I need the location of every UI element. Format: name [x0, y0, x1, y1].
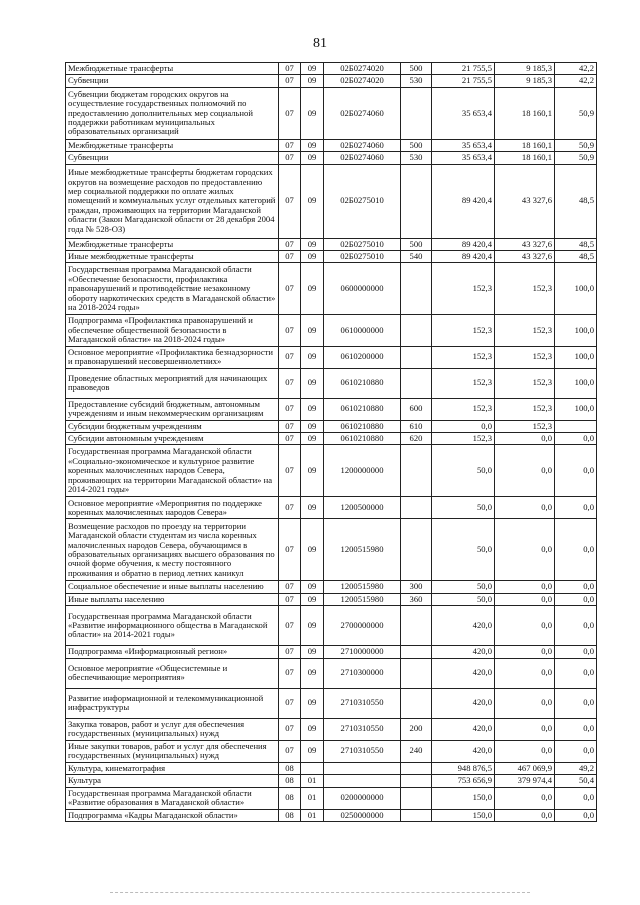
podrazdel-cell: 09: [301, 658, 324, 688]
footer-divider: [110, 892, 530, 894]
razdel-cell: 07: [279, 519, 301, 581]
table-row: [66, 164, 597, 238]
percent-cell: 50,4: [555, 775, 597, 787]
table-row: [66, 688, 597, 718]
podrazdel-cell: 09: [301, 238, 324, 250]
csr-code-cell: 02Б0275010: [324, 164, 401, 238]
table-row: [66, 762, 597, 774]
razdel-cell: 07: [279, 368, 301, 398]
table-row: [66, 445, 597, 497]
row-name: Субсидии бюджетным учреждениям: [66, 420, 279, 432]
fact-amount-cell: 18 160,1: [495, 87, 555, 139]
razdel-cell: 07: [279, 433, 301, 445]
percent-cell: 0,0: [555, 740, 597, 762]
fact-amount-cell: 0,0: [495, 787, 555, 809]
vr-code-cell: [401, 315, 432, 346]
razdel-cell: 07: [279, 251, 301, 263]
fact-amount-cell: 0,0: [495, 740, 555, 762]
podrazdel-cell: 09: [301, 263, 324, 315]
razdel-cell: 07: [279, 445, 301, 497]
row-name: Субвенции бюджетам городских округов на осуществление государственных полномочий по предоставлению дополнительных мер социальной поддержки работникам муниципальных образовательных организаций: [66, 87, 279, 139]
vr-code-cell: 300: [401, 581, 432, 593]
csr-code-cell: 0610210880: [324, 398, 401, 420]
percent-cell: 0,0: [555, 787, 597, 809]
csr-code-cell: 0610000000: [324, 315, 401, 346]
percent-cell: 0,0: [555, 581, 597, 593]
fact-amount-cell: 0,0: [495, 646, 555, 658]
vr-code-cell: 530: [401, 152, 432, 164]
fact-amount-cell: 0,0: [495, 809, 555, 821]
row-name: Культура: [66, 775, 279, 787]
podrazdel-cell: 09: [301, 152, 324, 164]
csr-code-cell: 1200000000: [324, 445, 401, 497]
percent-cell: [555, 420, 597, 432]
podrazdel-cell: 09: [301, 445, 324, 497]
vr-code-cell: 200: [401, 718, 432, 740]
table-row: [66, 238, 597, 250]
csr-code-cell: 02Б0274060: [324, 152, 401, 164]
vr-code-cell: [401, 688, 432, 718]
plan-amount-cell: 420,0: [432, 718, 495, 740]
plan-amount-cell: 50,0: [432, 445, 495, 497]
fact-amount-cell: 0,0: [495, 497, 555, 519]
table-row: [66, 519, 597, 581]
percent-cell: 48,5: [555, 238, 597, 250]
percent-cell: 0,0: [555, 519, 597, 581]
plan-amount-cell: 50,0: [432, 519, 495, 581]
percent-cell: 0,0: [555, 658, 597, 688]
podrazdel-cell: 09: [301, 581, 324, 593]
razdel-cell: 07: [279, 718, 301, 740]
razdel-cell: 08: [279, 775, 301, 787]
row-name: Основное мероприятие «Мероприятия по поддержке коренных малочисленных народов Севера»: [66, 497, 279, 519]
podrazdel-cell: 09: [301, 593, 324, 605]
csr-code-cell: 02Б0274020: [324, 75, 401, 87]
plan-amount-cell: 150,0: [432, 809, 495, 821]
vr-code-cell: 620: [401, 433, 432, 445]
plan-amount-cell: 89 420,4: [432, 238, 495, 250]
fact-amount-cell: 0,0: [495, 718, 555, 740]
plan-amount-cell: 420,0: [432, 658, 495, 688]
plan-amount-cell: 420,0: [432, 646, 495, 658]
csr-code-cell: 0200000000: [324, 787, 401, 809]
table-row: [66, 787, 597, 809]
csr-code-cell: 1200515980: [324, 581, 401, 593]
fact-amount-cell: 0,0: [495, 433, 555, 445]
vr-code-cell: [401, 762, 432, 774]
percent-cell: 0,0: [555, 593, 597, 605]
table-row: [66, 420, 597, 432]
podrazdel-cell: 09: [301, 398, 324, 420]
podrazdel-cell: 09: [301, 251, 324, 263]
vr-code-cell: [401, 519, 432, 581]
plan-amount-cell: 35 653,4: [432, 87, 495, 139]
razdel-cell: 07: [279, 87, 301, 139]
podrazdel-cell: 09: [301, 315, 324, 346]
row-name: Подпрограмма «Профилактика правонарушений и обеспечение общественной безопасности в Магаданской области» на 2018-2024 годы»: [66, 315, 279, 346]
row-name: Проведение областных мероприятий для начинающих правоведов: [66, 368, 279, 398]
podrazdel-cell: 09: [301, 519, 324, 581]
plan-amount-cell: 152,3: [432, 368, 495, 398]
row-name: Подпрограмма «Кадры Магаданской области»: [66, 809, 279, 821]
table-row: [66, 809, 597, 821]
vr-code-cell: 540: [401, 251, 432, 263]
fact-amount-cell: 152,3: [495, 420, 555, 432]
podrazdel-cell: 09: [301, 368, 324, 398]
vr-code-cell: 610: [401, 420, 432, 432]
plan-amount-cell: 152,3: [432, 433, 495, 445]
row-name: Возмещение расходов по проезду на территории Магаданской области студентам из числа коренных малочисленных народов Севера, обучающимся в образовательных организациях высшего образования по очной форме обучения, к месту постоянного проживания и обратно в период летних каникул: [66, 519, 279, 581]
table-row: [66, 658, 597, 688]
fact-amount-cell: 0,0: [495, 688, 555, 718]
row-name: Социальное обеспечение и иные выплаты населению: [66, 581, 279, 593]
budget-table: [65, 62, 597, 822]
podrazdel-cell: 09: [301, 497, 324, 519]
vr-code-cell: [401, 787, 432, 809]
vr-code-cell: [401, 658, 432, 688]
row-name: Государственная программа Магаданской области «Социально-экономическое и культурное развитие коренных малочисленных народов Севера, проживающих на территории Магаданской области» на 2014-2021 годы»: [66, 445, 279, 497]
plan-amount-cell: 35 653,4: [432, 152, 495, 164]
vr-code-cell: [401, 646, 432, 658]
percent-cell: 100,0: [555, 346, 597, 368]
row-name: Подпрограмма «Информационный регион»: [66, 646, 279, 658]
table-row: [66, 263, 597, 315]
plan-amount-cell: 89 420,4: [432, 251, 495, 263]
podrazdel-cell: [301, 762, 324, 774]
csr-code-cell: 2710310550: [324, 740, 401, 762]
percent-cell: 100,0: [555, 398, 597, 420]
podrazdel-cell: 09: [301, 718, 324, 740]
razdel-cell: 08: [279, 787, 301, 809]
razdel-cell: 07: [279, 497, 301, 519]
plan-amount-cell: 0,0: [432, 420, 495, 432]
csr-code-cell: [324, 762, 401, 774]
vr-code-cell: 530: [401, 75, 432, 87]
plan-amount-cell: 152,3: [432, 346, 495, 368]
razdel-cell: 07: [279, 238, 301, 250]
percent-cell: 0,0: [555, 433, 597, 445]
row-name: Культура, кинематография: [66, 762, 279, 774]
table-row: [66, 346, 597, 368]
csr-code-cell: 02Б0274060: [324, 87, 401, 139]
vr-code-cell: [401, 368, 432, 398]
plan-amount-cell: 21 755,5: [432, 63, 495, 75]
row-name: Субвенции: [66, 75, 279, 87]
percent-cell: 0,0: [555, 646, 597, 658]
csr-code-cell: 02Б0274060: [324, 139, 401, 151]
page-number: 81: [313, 36, 327, 51]
podrazdel-cell: 09: [301, 646, 324, 658]
podrazdel-cell: 09: [301, 75, 324, 87]
razdel-cell: 07: [279, 606, 301, 646]
razdel-cell: 07: [279, 346, 301, 368]
podrazdel-cell: 01: [301, 809, 324, 821]
row-name: Закупка товаров, работ и услуг для обеспечения государственных (муниципальных) нужд: [66, 718, 279, 740]
row-name: Развитие информационной и телекоммуникационной инфраструктуры: [66, 688, 279, 718]
vr-code-cell: [401, 497, 432, 519]
razdel-cell: 07: [279, 63, 301, 75]
csr-code-cell: 2710310550: [324, 718, 401, 740]
percent-cell: 0,0: [555, 688, 597, 718]
razdel-cell: 07: [279, 646, 301, 658]
row-name: Межбюджетные трансферты: [66, 238, 279, 250]
row-name: Иные межбюджетные трансферты: [66, 251, 279, 263]
csr-code-cell: 02Б0275010: [324, 251, 401, 263]
razdel-cell: 07: [279, 139, 301, 151]
percent-cell: 42,2: [555, 75, 597, 87]
vr-code-cell: [401, 606, 432, 646]
percent-cell: 0,0: [555, 606, 597, 646]
fact-amount-cell: 152,3: [495, 368, 555, 398]
podrazdel-cell: 01: [301, 787, 324, 809]
razdel-cell: 07: [279, 164, 301, 238]
fact-amount-cell: 379 974,4: [495, 775, 555, 787]
vr-code-cell: 500: [401, 63, 432, 75]
vr-code-cell: [401, 346, 432, 368]
csr-code-cell: [324, 775, 401, 787]
csr-code-cell: 0610200000: [324, 346, 401, 368]
razdel-cell: 07: [279, 688, 301, 718]
table-row: [66, 75, 597, 87]
table-row: [66, 606, 597, 646]
table-row: [66, 433, 597, 445]
fact-amount-cell: 0,0: [495, 606, 555, 646]
csr-code-cell: 0600000000: [324, 263, 401, 315]
percent-cell: 100,0: [555, 263, 597, 315]
razdel-cell: 07: [279, 398, 301, 420]
table-row: [66, 398, 597, 420]
row-name: Государственная программа Магаданской области «Обеспечение безопасности, профилактика правонарушений и противодействие незаконному обороту наркотических средств в Магаданской области» на 2018-2024 годы»: [66, 263, 279, 315]
razdel-cell: 07: [279, 658, 301, 688]
csr-code-cell: 2710000000: [324, 646, 401, 658]
row-name: Субвенции: [66, 152, 279, 164]
row-name: Основное мероприятие «Общесистемные и обеспечивающие мероприятия»: [66, 658, 279, 688]
plan-amount-cell: 420,0: [432, 688, 495, 718]
table-row: [66, 581, 597, 593]
podrazdel-cell: 09: [301, 420, 324, 432]
plan-amount-cell: 152,3: [432, 315, 495, 346]
percent-cell: 48,5: [555, 251, 597, 263]
csr-code-cell: 0610210880: [324, 420, 401, 432]
razdel-cell: 07: [279, 740, 301, 762]
percent-cell: 48,5: [555, 164, 597, 238]
row-name: Иные выплаты населению: [66, 593, 279, 605]
vr-code-cell: 360: [401, 593, 432, 605]
csr-code-cell: 2710300000: [324, 658, 401, 688]
razdel-cell: 07: [279, 420, 301, 432]
table-row: [66, 251, 597, 263]
plan-amount-cell: 50,0: [432, 581, 495, 593]
plan-amount-cell: 152,3: [432, 398, 495, 420]
csr-code-cell: 1200515980: [324, 593, 401, 605]
csr-code-cell: 0250000000: [324, 809, 401, 821]
table-row: [66, 593, 597, 605]
vr-code-cell: [401, 445, 432, 497]
podrazdel-cell: 09: [301, 606, 324, 646]
csr-code-cell: 2700000000: [324, 606, 401, 646]
vr-code-cell: 600: [401, 398, 432, 420]
razdel-cell: 07: [279, 152, 301, 164]
fact-amount-cell: 152,3: [495, 346, 555, 368]
plan-amount-cell: 420,0: [432, 606, 495, 646]
percent-cell: 50,9: [555, 139, 597, 151]
vr-code-cell: 500: [401, 238, 432, 250]
plan-amount-cell: 152,3: [432, 263, 495, 315]
csr-code-cell: 0610210880: [324, 433, 401, 445]
vr-code-cell: [401, 809, 432, 821]
podrazdel-cell: 01: [301, 775, 324, 787]
fact-amount-cell: 18 160,1: [495, 139, 555, 151]
table-row: [66, 718, 597, 740]
table-row: [66, 87, 597, 139]
row-name: Межбюджетные трансферты: [66, 63, 279, 75]
table-row: [66, 63, 597, 75]
fact-amount-cell: 467 069,9: [495, 762, 555, 774]
vr-code-cell: [401, 87, 432, 139]
razdel-cell: 07: [279, 263, 301, 315]
table-row: [66, 315, 597, 346]
plan-amount-cell: 21 755,5: [432, 75, 495, 87]
podrazdel-cell: 09: [301, 346, 324, 368]
fact-amount-cell: 18 160,1: [495, 152, 555, 164]
row-name: Субсидии автономным учреждениям: [66, 433, 279, 445]
csr-code-cell: 02Б0275010: [324, 238, 401, 250]
fact-amount-cell: 152,3: [495, 263, 555, 315]
table-row: [66, 368, 597, 398]
percent-cell: 100,0: [555, 368, 597, 398]
plan-amount-cell: 89 420,4: [432, 164, 495, 238]
fact-amount-cell: 152,3: [495, 398, 555, 420]
fact-amount-cell: 0,0: [495, 581, 555, 593]
table-row: [66, 775, 597, 787]
plan-amount-cell: 420,0: [432, 740, 495, 762]
plan-amount-cell: 753 656,9: [432, 775, 495, 787]
vr-code-cell: 500: [401, 139, 432, 151]
plan-amount-cell: 35 653,4: [432, 139, 495, 151]
row-name: Государственная программа Магаданской области «Развитие информационного общества в Магаданской области» на 2014-2021 годы»: [66, 606, 279, 646]
vr-code-cell: 240: [401, 740, 432, 762]
fact-amount-cell: 43 327,6: [495, 238, 555, 250]
csr-code-cell: 02Б0274020: [324, 63, 401, 75]
row-name: Предоставление субсидий бюджетным, автономным учреждениям и иным некоммерческим организациям: [66, 398, 279, 420]
row-name: Основное мероприятие «Профилактика безнадзорности и правонарушений несовершеннолетних»: [66, 346, 279, 368]
plan-amount-cell: 50,0: [432, 497, 495, 519]
percent-cell: 0,0: [555, 445, 597, 497]
csr-code-cell: 0610210880: [324, 368, 401, 398]
csr-code-cell: 1200500000: [324, 497, 401, 519]
table-row: [66, 740, 597, 762]
podrazdel-cell: 09: [301, 433, 324, 445]
fact-amount-cell: 0,0: [495, 658, 555, 688]
podrazdel-cell: 09: [301, 139, 324, 151]
csr-code-cell: 1200515980: [324, 519, 401, 581]
percent-cell: 50,9: [555, 87, 597, 139]
table-row: [66, 497, 597, 519]
row-name: Межбюджетные трансферты: [66, 139, 279, 151]
percent-cell: 100,0: [555, 315, 597, 346]
fact-amount-cell: 0,0: [495, 593, 555, 605]
percent-cell: 50,9: [555, 152, 597, 164]
vr-code-cell: [401, 775, 432, 787]
razdel-cell: 07: [279, 315, 301, 346]
table-row: [66, 152, 597, 164]
fact-amount-cell: 43 327,6: [495, 164, 555, 238]
razdel-cell: 07: [279, 75, 301, 87]
fact-amount-cell: 152,3: [495, 315, 555, 346]
percent-cell: 0,0: [555, 809, 597, 821]
razdel-cell: 08: [279, 809, 301, 821]
fact-amount-cell: 43 327,6: [495, 251, 555, 263]
plan-amount-cell: 948 876,5: [432, 762, 495, 774]
podrazdel-cell: 09: [301, 63, 324, 75]
razdel-cell: 07: [279, 593, 301, 605]
csr-code-cell: 2710310550: [324, 688, 401, 718]
fact-amount-cell: 9 185,3: [495, 63, 555, 75]
plan-amount-cell: 50,0: [432, 593, 495, 605]
row-name: Иные закупки товаров, работ и услуг для обеспечения государственных (муниципальных) нужд: [66, 740, 279, 762]
percent-cell: 0,0: [555, 718, 597, 740]
fact-amount-cell: 0,0: [495, 445, 555, 497]
podrazdel-cell: 09: [301, 688, 324, 718]
vr-code-cell: [401, 164, 432, 238]
razdel-cell: 08: [279, 762, 301, 774]
razdel-cell: 07: [279, 581, 301, 593]
podrazdel-cell: 09: [301, 87, 324, 139]
podrazdel-cell: 09: [301, 164, 324, 238]
vr-code-cell: [401, 263, 432, 315]
fact-amount-cell: 9 185,3: [495, 75, 555, 87]
percent-cell: 0,0: [555, 497, 597, 519]
table-row: [66, 646, 597, 658]
fact-amount-cell: 0,0: [495, 519, 555, 581]
row-name: Иные межбюджетные трансферты бюджетам городских округов на возмещение расходов по предоставлению мер социальной поддержки по оплате жилых помещений и коммунальных услуг отдельных категорий граждан, проживающих на территории Магаданской области (Закон Магаданской области от 28 декабря 2004 года № 528-ОЗ): [66, 164, 279, 238]
percent-cell: 49,2: [555, 762, 597, 774]
table-row: [66, 139, 597, 151]
row-name: Государственная программа Магаданской области «Развитие образования в Магаданской области»: [66, 787, 279, 809]
podrazdel-cell: 09: [301, 740, 324, 762]
plan-amount-cell: 150,0: [432, 787, 495, 809]
percent-cell: 42,2: [555, 63, 597, 75]
